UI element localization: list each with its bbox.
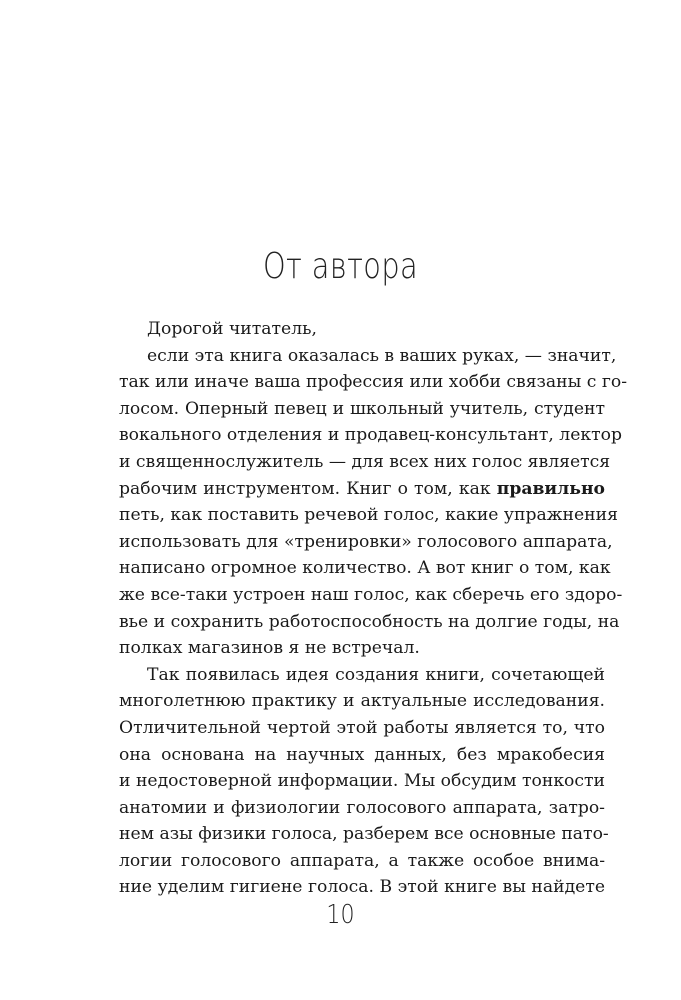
paragraph-2-line: же все-таки устроен наш голос, как сберечь его здоро- [119, 584, 623, 605]
paragraph-2-line: написано огромное количество. А вот книг о том, как [119, 558, 611, 579]
paragraph-2-line: полках магазинов я не встречал. [119, 638, 420, 659]
paragraph-3-line: анатомии и физиологии голосового аппарата, затро- [119, 797, 605, 818]
paragraph-3-line: и недостоверной информации. Мы обсудим тонкости [119, 771, 605, 792]
paragraph-3-line: нем азы физики голоса, разберем все основные пато- [119, 824, 609, 845]
paragraph-2-line: использовать для «тренировки» голосового аппарата, [119, 531, 613, 552]
paragraph-3-line: логии голосового аппарата, а также особое внима- [119, 850, 605, 871]
page-number: 10 [326, 900, 355, 930]
paragraph-2-line: и священнослужитель — для всех них голос является [119, 451, 611, 472]
paragraph-3-line: Так появилась идея создания книги, сочетающей [147, 664, 605, 685]
paragraph-3-line: она основана на научных данных, без мракобесия [119, 744, 605, 765]
paragraph-3-line: Отличительной чертой этой работы является то, что [119, 717, 605, 738]
paragraph-1-line: Дорогой читатель, [147, 319, 317, 339]
paragraph-2-line: если эта книга оказалась в ваших руках, — значит, [147, 345, 617, 366]
paragraph-2-line: вокального отделения и продавец-консультант, лектор [119, 425, 622, 446]
paragraph-2-line: вье и сохранить работоспособность на долгие годы, на [119, 611, 620, 632]
body-text [119, 316, 628, 901]
paragraph-3-line: ние уделим гигиене голоса. В этой книге вы найдете [119, 877, 605, 898]
chapter-title: От автора [262, 246, 419, 287]
paragraph-2-line-with-emphasis [119, 476, 605, 503]
line-text: рабочим инструментом. Книг о том, как [119, 478, 497, 499]
paragraph-2-line: петь, как поставить речевой голос, какие упражнения [119, 505, 618, 526]
paragraph-3-line: многолетнюю практику и актуальные исследования. [119, 691, 605, 712]
paragraph-2-line: лосом. Оперный певец и школьный учитель, студент [119, 398, 605, 419]
emphasis-text: правильно [496, 478, 605, 499]
paragraph-2-line: так или иначе ваша профессия или хобби связаны с го- [119, 372, 628, 393]
